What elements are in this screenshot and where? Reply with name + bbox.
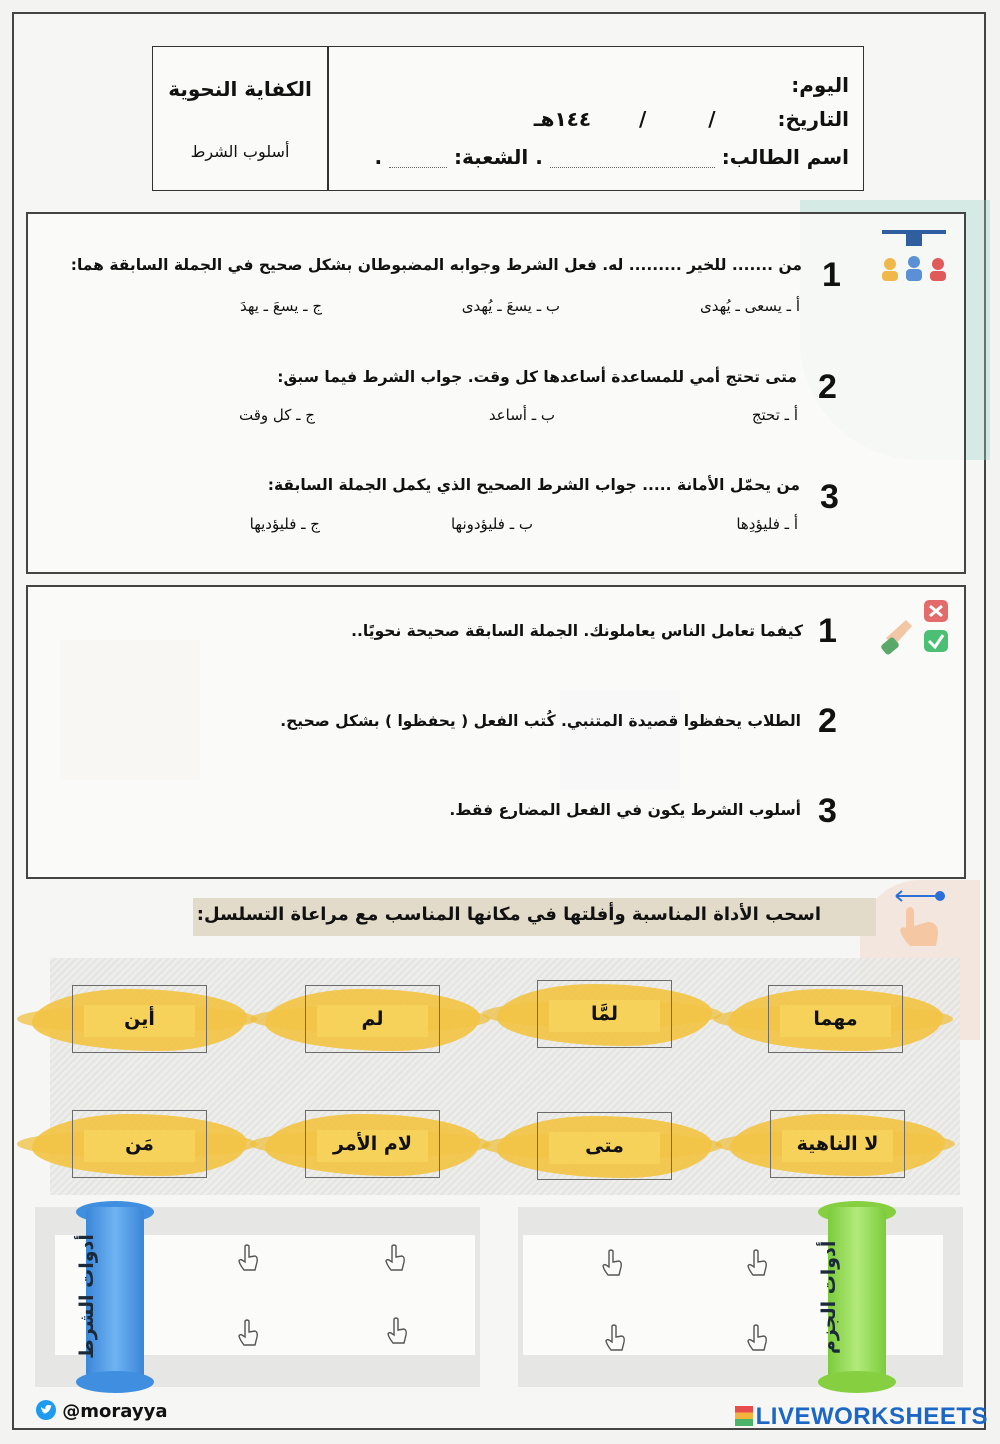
tile-label: مَن: [125, 1133, 154, 1155]
category-ribbon-conditional: [76, 1207, 154, 1387]
worksheet-title: الكفاية النحوية: [168, 77, 312, 101]
tile-label: لام الأمر: [333, 1133, 412, 1155]
group-people-icon: [878, 228, 950, 286]
question-text: متى تحتج أمي للمساعدة أساعدها كل وقت. جواب الشرط فيما سبق:: [277, 368, 797, 386]
drop-panel-jussive: [518, 1207, 963, 1387]
draggable-tile[interactable]: [305, 995, 440, 1045]
tile-label: متى: [585, 1135, 624, 1157]
tile-label: مهما: [813, 1008, 858, 1030]
question-text: من ....... للخير ......... له. فعل الشرط وجوابه المضبوطان بشكل صحيح في الجملة السابقة هما:: [70, 256, 802, 274]
instruction-banner: [193, 898, 876, 936]
question-text: من يحمّل الأمانة ..... جواب الشرط الصحيح الذي يكمل الجملة السابقة:: [267, 476, 800, 494]
question-text: أسلوب الشرط يكون في الفعل المضارع فقط.: [449, 801, 801, 819]
student-field: [374, 145, 849, 169]
header-box: [152, 46, 864, 191]
question-text: كيفما تعامل الناس يعاملونك. الجملة السابقة صحيحة نحويًا..: [351, 622, 803, 640]
answer-option[interactable]: ب ـ فليؤدونها: [450, 515, 533, 533]
swipe-hand-icon: [888, 886, 952, 952]
drop-target-hand-icon[interactable]: [383, 1243, 407, 1273]
drop-target-hand-icon[interactable]: [236, 1318, 260, 1348]
draggable-tile[interactable]: [537, 1122, 672, 1172]
date-label: التاريخ:: [777, 107, 849, 131]
question-number: 2: [818, 702, 837, 740]
brand-text: LIVEWORKSHEETS: [755, 1403, 988, 1430]
drop-target-hand-icon[interactable]: [745, 1248, 769, 1278]
true-false-icon: [880, 598, 952, 658]
question-number: 1: [818, 612, 837, 650]
worksheet-subtitle: أسلوب الشرط: [190, 142, 290, 161]
drop-target-hand-icon[interactable]: [745, 1323, 769, 1353]
tile-label: لمَّا: [590, 1003, 618, 1025]
category-ribbon-jussive: [818, 1207, 896, 1387]
author-handle: [36, 1400, 168, 1422]
answer-option[interactable]: ب ـ يسعَ ـ يُهدى: [461, 297, 560, 315]
date-year: ١٤٤هـ: [533, 107, 592, 131]
tile-label: لا الناهية: [796, 1133, 879, 1155]
question-number: 1: [822, 256, 841, 294]
draggable-tile[interactable]: [537, 990, 672, 1040]
draggable-tile[interactable]: [770, 1120, 905, 1170]
category-label: أدوات الشرط: [76, 1234, 98, 1360]
answer-option[interactable]: ج ـ كل وقت: [238, 406, 315, 424]
draggable-tile[interactable]: [72, 1120, 207, 1170]
author-handle-text: @morayya: [62, 1401, 168, 1422]
date-separator: /: [639, 107, 647, 131]
drop-target-hand-icon[interactable]: [600, 1248, 624, 1278]
date-separator: /: [708, 107, 716, 131]
question-number: 3: [818, 792, 837, 830]
answer-option[interactable]: أ ـ فليؤدِها: [736, 515, 798, 533]
liveworksheets-icon: [735, 1406, 753, 1426]
tile-label: لم: [361, 1008, 384, 1030]
twitter-icon: [36, 1400, 56, 1420]
draggable-tile[interactable]: [768, 995, 903, 1045]
brand-logo[interactable]: [735, 1403, 988, 1431]
section-end: .: [374, 145, 383, 169]
date-field: [534, 107, 849, 131]
answer-option[interactable]: أ ـ يسعى ـ يُهدى: [699, 297, 800, 315]
drop-target-hand-icon[interactable]: [385, 1316, 409, 1346]
day-field: [791, 73, 849, 97]
day-label: اليوم:: [791, 73, 849, 97]
section-label: . الشعبة:: [453, 145, 543, 169]
section-input[interactable]: [389, 149, 447, 168]
draggable-tile[interactable]: [305, 1120, 440, 1170]
drop-target-hand-icon[interactable]: [236, 1243, 260, 1273]
category-label: أدوات الجزم: [818, 1240, 840, 1354]
student-name-input[interactable]: [550, 149, 715, 168]
answer-option[interactable]: ج ـ يسعَ ـ يهدَ: [239, 297, 322, 315]
header-divider: [327, 47, 329, 190]
answer-option[interactable]: ج ـ فليؤديها: [249, 515, 320, 533]
student-label: اسم الطالب:: [721, 145, 849, 169]
question-number: 3: [820, 478, 839, 516]
draggable-tile[interactable]: [72, 995, 207, 1045]
answer-option[interactable]: ب ـ أساعد: [488, 406, 555, 424]
drop-target-hand-icon[interactable]: [603, 1323, 627, 1353]
question-text: الطلاب يحفظوا قصيدة المتنبي. كُتب الفعل ( يحفظوا ) بشكل صحيح.: [280, 712, 801, 730]
answer-option[interactable]: أ ـ تحتج: [751, 406, 798, 424]
question-number: 2: [818, 368, 837, 406]
drag-instruction: اسحب الأداة المناسبة وأفلتها في مكانها المناسب مع مراعاة التسلسل:: [196, 904, 821, 925]
tile-label: أين: [124, 1008, 155, 1030]
